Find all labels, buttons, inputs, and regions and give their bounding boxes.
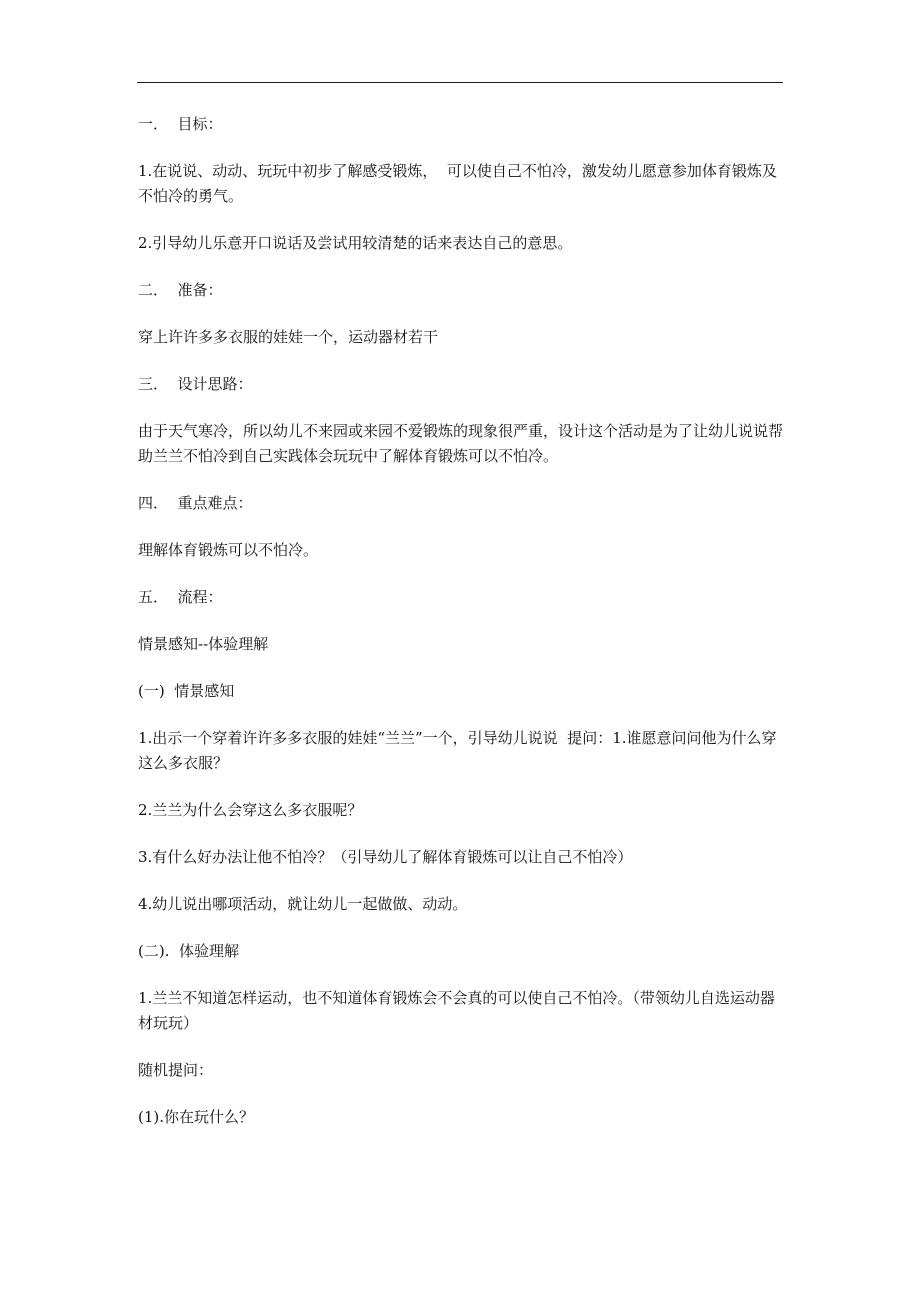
section-heading-key-points: 四． 重点难点： — [138, 494, 253, 512]
random-questions-label: 随机提问： — [138, 1061, 214, 1079]
scene-item-2: 2.兰兰为什么会穿这么多衣服呢？ — [138, 801, 363, 819]
experience-item-1: 1.兰兰不知道怎样运动，也不知道体育锻炼会不会真的可以使自己不怕冷。（带领幼儿自选运动器材玩玩） — [138, 989, 775, 1032]
document-body — [138, 112, 783, 1130]
goal-item-1: 1.在说说、动动、玩玩中初步了解感受锻炼， 可以使自己不怕冷，激发幼儿愿意参加体育锻炼及不怕冷的勇气。 — [138, 162, 777, 205]
key-points-text: 理解体育锻炼可以不怕冷。 — [138, 541, 319, 559]
section-heading-preparation: 二． 准备： — [138, 281, 223, 299]
header-rule — [137, 82, 783, 83]
goal-item-2: 2.引导幼儿乐意开口说话及尝试用较清楚的话来表达自己的意思。 — [138, 234, 573, 252]
question-item-1: (1).你在玩什么？ — [138, 1108, 255, 1126]
scene-item-1: 1.出示一个穿着许许多多衣服的娃娃“兰兰”一个，引导幼儿说说 提问：1.谁愿意问问他为什么穿这么多衣服？ — [138, 729, 777, 772]
subsection-heading-experience: (二). 体验理解 — [138, 942, 240, 960]
section-heading-design: 三． 设计思路： — [138, 375, 253, 393]
subsection-heading-scene: (一) 情景感知 — [138, 682, 235, 700]
preparation-text: 穿上许许多多衣服的娃娃一个，运动器材若干 — [138, 328, 439, 346]
scene-item-4: 4.幼儿说出哪项活动，就让幼儿一起做做、动动。 — [138, 895, 468, 913]
section-heading-goals: 一． 目标： — [138, 115, 223, 133]
process-summary: 情景感知--体验理解 — [138, 635, 269, 653]
section-heading-process: 五． 流程： — [138, 588, 223, 606]
design-text: 由于天气寒冷，所以幼儿不来园或来园不爱锻炼的现象很严重，设计这个活动是为了让幼儿说说帮助兰兰不怕冷到自己实践体会玩玩中了解体育锻炼可以不怕冷。 — [138, 422, 784, 465]
scene-item-3: 3.有什么好办法让他不怕冷？（引导幼儿了解体育锻炼可以让自己不怕冷） — [138, 848, 633, 866]
